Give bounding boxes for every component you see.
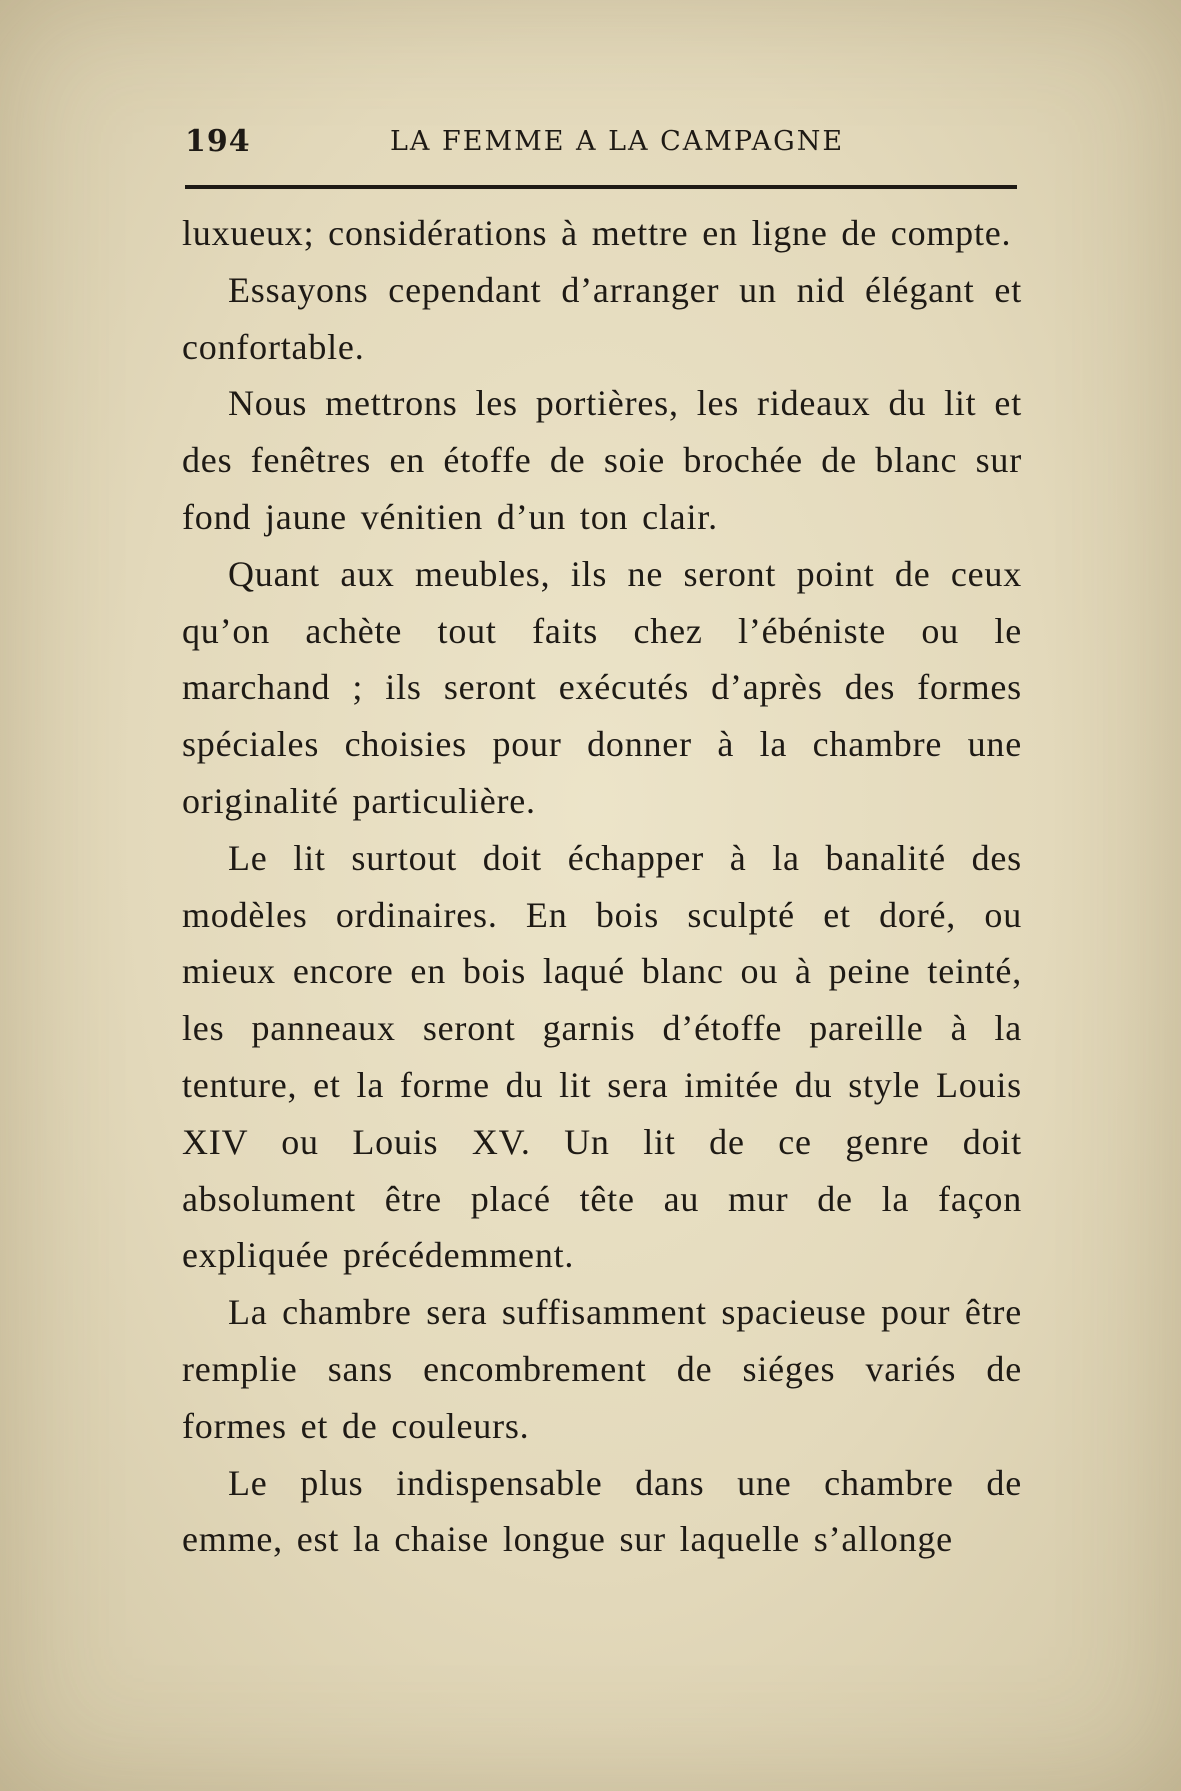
paragraph: Nous mettrons les portières, les rideaux du lit et des fenêtres en étoffe de soie brochée de blanc sur fond jaune vénitien d’un ton clair. <box>182 383 1022 537</box>
paragraph-continuation: luxueux; considérations à mettre en ligne de compte. <box>182 213 1012 253</box>
paragraph: Le lit surtout doit échapper à la banalité des modèles ordinaires. En bois sculpté et doré, ou mieux encore en bois laqué blanc ou à peine teinté, les panneaux seront garnis d’étoffe pareille à la tenture, et la forme du lit sera imitée du style Louis XIV ou Louis XV. Un lit de ce genre doit absolument être placé tête au mur de la façon expliquée précédemment. <box>182 837 1022 1276</box>
paragraph: Quant aux meubles, ils ne seront point de ceux qu’on achète tout faits chez l’ébéniste ou le marchand ; ils seront exécutés d’après des formes spéciales choisies pour donner à la chambre une originalité particulière. <box>182 553 1022 821</box>
header-rule <box>185 185 1017 189</box>
page-header <box>185 118 1017 168</box>
page-number: 194 <box>185 124 251 159</box>
running-title: LA FEMME A LA CAMPAGNE <box>390 126 845 157</box>
paragraph: Le plus indispensable dans une chambre de emme, est la chaise longue sur laquelle s’allonge <box>182 1462 1022 1560</box>
paragraph: Essayons cependant d’arranger un nid élégant et confortable. <box>182 269 1022 367</box>
paragraph: La chambre sera suffisamment spacieuse pour être remplie sans encombrement de siéges variés de formes et de couleurs. <box>182 1292 1022 1446</box>
body-text <box>182 205 1022 1568</box>
